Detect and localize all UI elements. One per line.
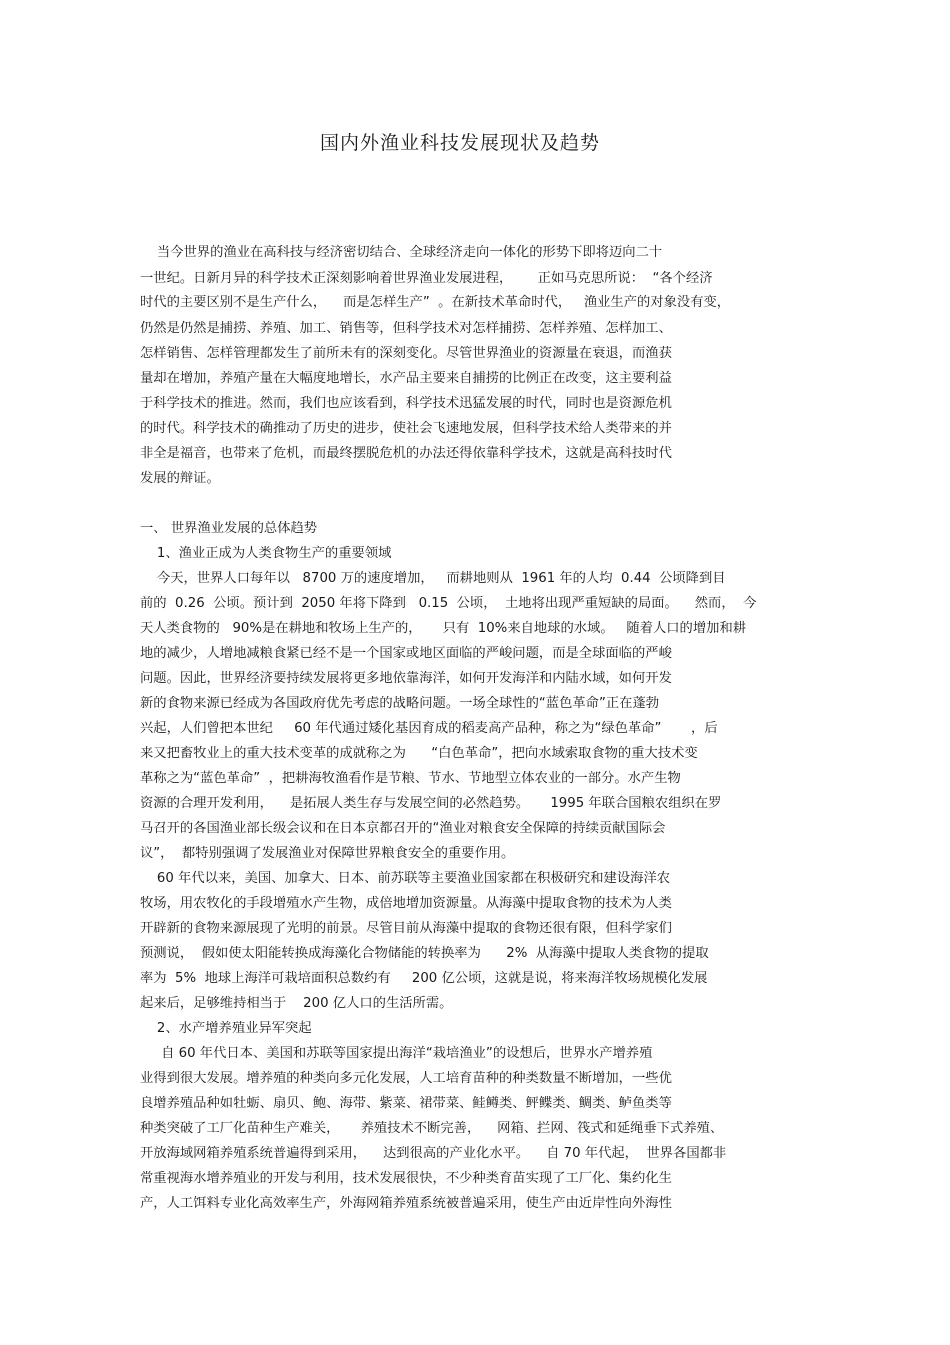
- paragraph-line: 率为 5% 地球上海洋可栽培面积总数约有 200 亿公顷，这就是说，将来海洋牧场规模化发展: [140, 971, 708, 986]
- paragraph-line: 兴起，人们曾把本世纪 60 年代通过矮化基因育成的稻麦高产品种，称之为“绿色革命” ，后: [140, 721, 718, 736]
- subsection-heading: 2、水产增养殖业异军突起: [140, 1021, 312, 1036]
- paragraph-line: 量却在增加，养殖产量在大幅度地增长，水产品主要来自捕捞的比例正在改变，这主要利益: [140, 371, 672, 386]
- paragraph-line: 60 年代以来，美国、加拿大、日本、前苏联等主要渔业国家都在积极研究和建设海洋农: [140, 871, 671, 886]
- paragraph-line: 良增养殖品种如牡蛎、扇贝、鲍、海带、紫菜、裙带菜、鲑鳟类、鲆鲽类、鲷类、鲈鱼类等: [140, 1096, 672, 1111]
- paragraph-line: 自 60 年代日本、美国和苏联等国家提出海洋“栽培渔业”的设想后，世界水产增养殖: [140, 1046, 653, 1061]
- paragraph-line: 业得到很大发展。增养殖的种类向多元化发展，人工培育苗种的种类数量不断增加，一些优: [140, 1071, 672, 1086]
- paragraph-line: 起来后，足够维持相当于 200 亿人口的生活所需。: [140, 996, 453, 1011]
- subsection-heading: 1、渔业正成为人类食物生产的重要领域: [140, 546, 392, 561]
- paragraph-line: 产，人工饵料专业化高效率生产，外海网箱养殖系统被普遍采用，使生产由近岸性向外海性: [140, 1196, 672, 1211]
- paragraph-line: 时代的主要区别不是生产什么， 而是怎样生产” 。在新技术革命时代， 渔业生产的对象没有变，: [140, 295, 731, 310]
- paragraph-line: 地的减少，人增地减粮食紧已经不是一个国家或地区面临的严峻问题，而是全球面临的严峻: [140, 646, 672, 661]
- paragraph-line: 议”， 都特别强调了发展渔业对保障世界粮食安全的重要作用。: [140, 846, 515, 861]
- paragraph-line: 种类突破了工厂化苗种生产难关， 养殖技术不断完善， 网箱、拦网、筏式和延绳垂下式养殖、: [140, 1121, 724, 1136]
- paragraph-line: 马召开的各国渔业部长级会议和在日本京都召开的“渔业对粮食安全保障的持续贡献国际会: [140, 821, 666, 836]
- document-title: 国内外渔业科技发展现状及趋势: [319, 132, 600, 154]
- paragraph-line: 问题。因此，世界经济要持续发展将更多地依靠海洋，如何开发海洋和内陆水域，如何开发: [140, 671, 672, 686]
- paragraph-line: 的时代。科学技术的确推动了历史的进步，使社会飞速地发展，但科学技术给人类带来的并: [140, 421, 672, 436]
- paragraph-line: 今天，世界人口每年以 8700 万的速度增加， 而耕地则从 1961 年的人均 0.44 公顷降到目: [140, 571, 726, 586]
- paragraph-line: 牧场，用农牧化的手段增殖水产生物，成倍地增加资源量。从海藻中提取食物的技术为人类: [140, 896, 672, 911]
- paragraph-line: 前的 0.26 公顷。预计到 2050 年将下降到 0.15 公顷， 土地将出现严重短缺的局面。 然而， 今: [140, 596, 757, 611]
- paragraph-line: 非全是福音，也带来了危机，而最终摆脱危机的办法还得依靠科学技术，这就是高科技时代: [140, 446, 672, 461]
- paragraph-line: 来又把畜牧业上的重大技术变革的成就称之为 “白色革命”，把向水域索取食物的重大技术变: [140, 746, 698, 761]
- paragraph-line: 当今世界的渔业在高科技与经济密切结合、全球经济走向一体化的形势下即将迈向二十: [140, 245, 663, 260]
- paragraph-line: 资源的合理开发利用， 是拓展人类生存与发展空间的必然趋势。 1995 年联合国粮农组织在罗: [140, 796, 722, 811]
- paragraph-line: 怎样销售、怎样管理都发生了前所未有的深刻变化。尽管世界渔业的资源量在衰退，而渔获: [140, 346, 672, 361]
- paragraph-line: 发展的辩证。: [140, 471, 220, 486]
- paragraph-line: 一世纪。日新月异的科学技术正深刻影响着世界渔业发展进程， 正如马克思所说： “各个经济: [140, 271, 713, 286]
- paragraph-line: 天人类食物的 90%是在耕地和牧场上生产的， 只有 10%来自地球的水域。 随着人口的增加和耕: [140, 621, 747, 636]
- paragraph-line: 仍然是仍然是捕捞、养殖、加工、销售等，但科学技术对怎样捕捞、怎样养殖、怎样加工、: [140, 321, 672, 336]
- section-heading: 一、 世界渔业发展的总体趋势: [140, 521, 318, 536]
- paragraph-line: 预测说， 假如使太阳能转换成海藻化合物储能的转换率为 2% 从海藻中提取人类食物的提取: [140, 946, 709, 961]
- paragraph-line: 开放海域网箱养殖系统普遍得到采用， 达到很高的产业化水平。 自 70 年代起， 世界各国都非: [140, 1146, 727, 1161]
- paragraph-line: 革称之为“蓝色革命” ，把耕海牧渔看作是节粮、节水、节地型立体农业的一部分。水产生物: [140, 771, 681, 786]
- paragraph-line: 于科学技术的推进。然而，我们也应该看到，科学技术迅猛发展的时代，同时也是资源危机: [140, 396, 672, 411]
- paragraph-line: 开辟新的食物来源展现了光明的前景。尽管目前从海藻中提取的食物还很有限，但科学家们: [140, 921, 672, 936]
- paragraph-line: 常重视海水增养殖业的开发与利用，技术发展很快，不少种类育苗实现了工厂化、集约化生: [140, 1171, 672, 1186]
- paragraph-line: 新的食物来源已经成为各国政府优先考虑的战略问题。一场全球性的“蓝色革命”正在蓬勃: [140, 696, 660, 711]
